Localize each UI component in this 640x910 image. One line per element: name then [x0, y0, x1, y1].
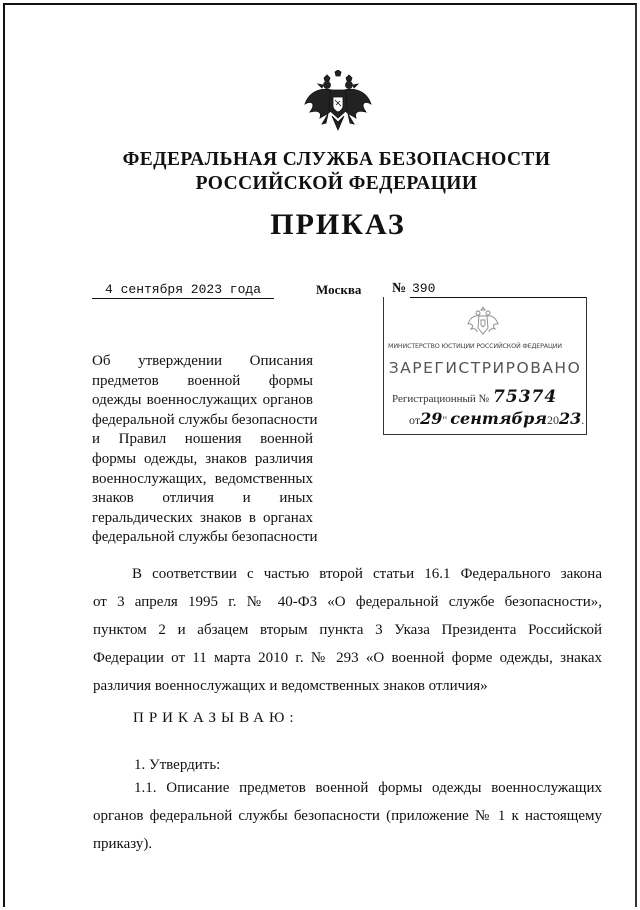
stamp-month-handwritten: сентября [450, 409, 547, 428]
registration-stamp [383, 297, 587, 435]
stamp-registration-date: от29" сентября2023. [409, 409, 585, 428]
subject-line: геральдических знаков в органах [92, 509, 313, 526]
preamble-paragraph [93, 560, 602, 700]
stamp-reg-label: Регистрационный № [392, 393, 490, 405]
document-number: 390 [412, 281, 436, 296]
subject-line: военнослужащих, ведомственных [92, 470, 313, 487]
number-sign: № [392, 281, 407, 296]
preamble-line: от 3 апреля 1995 г. № 40-ФЗ «О федеральной службе безопасности», [93, 594, 602, 610]
subject-line: и Правил ношения военной [92, 431, 313, 448]
stamp-year-handwritten: 23 [559, 409, 582, 428]
order-command-word: ПРИКАЗЫВАЮ: [133, 710, 299, 726]
preamble-line: В соответствии с частью второй статьи 16.1 Федерального закона [132, 566, 602, 582]
stamp-year-end: . [581, 413, 585, 427]
preamble-line: различия военнослужащих и ведомственных знаков отличия» [93, 678, 488, 694]
subject-line: Об утверждении Описания [92, 353, 313, 369]
organization-title-line-2: РОССИЙСКОЙ ФЕДЕРАЦИИ [195, 173, 478, 194]
stamp-ministry-text: МИНИСТЕРСТВО ЮСТИЦИИ РОССИЙСКОЙ ФЕДЕРАЦИИ [388, 342, 562, 350]
item-1-1-line: органов федеральной службы безопасности (приложение № 1 к настоящему [93, 808, 602, 824]
double-headed-eagle-emblem [302, 70, 374, 136]
stamp-registration-number [392, 387, 557, 407]
item-1-1-line: 1.1. Описание предметов военной формы одежды военнослужащих [134, 780, 602, 796]
subject-line: федеральной службы безопасности [92, 411, 318, 428]
item-1-approve: 1. Утвердить: [134, 757, 221, 773]
subject-line: предметов военной формы [92, 372, 313, 389]
subject-line: федеральной службы безопасности [92, 529, 318, 546]
document-date: 4 сентября 2023 года [92, 282, 274, 299]
organization-title-line-1: ФЕДЕРАЛЬНАЯ СЛУЖБА БЕЗОПАСНОСТИ [122, 149, 551, 170]
preamble-line: Федерации от 11 марта 2010 г. № 293 «О военной форме одежды, знаках [93, 650, 602, 666]
order-subject [92, 352, 318, 548]
subject-line: формы одежды, знаков различия [92, 450, 313, 467]
stamp-date-prefix: от [409, 413, 421, 427]
document-number-line [410, 281, 586, 298]
stamp-day-handwritten: 29 [420, 409, 443, 428]
preamble-line: пунктом 2 и абзацем вторым пункта 3 Указа Президента Российской [93, 622, 602, 638]
document-city: Москва [316, 282, 362, 297]
organization-title [0, 148, 640, 196]
item-1-1-line: приказу). [93, 836, 153, 852]
subject-line: одежды военнослужащих органов [92, 392, 313, 409]
stamp-emblem-icon [466, 304, 500, 338]
document-type-heading: ПРИКАЗ [270, 208, 406, 241]
item-1-1-paragraph [93, 774, 602, 858]
stamp-reg-number-handwritten: 75374 [493, 387, 558, 407]
subject-line: знаков отличия и иных [92, 490, 313, 507]
stamp-registered-label: ЗАРЕГИСТРИРОВАНО [388, 359, 582, 377]
stamp-year-prefix: 20 [547, 413, 559, 427]
